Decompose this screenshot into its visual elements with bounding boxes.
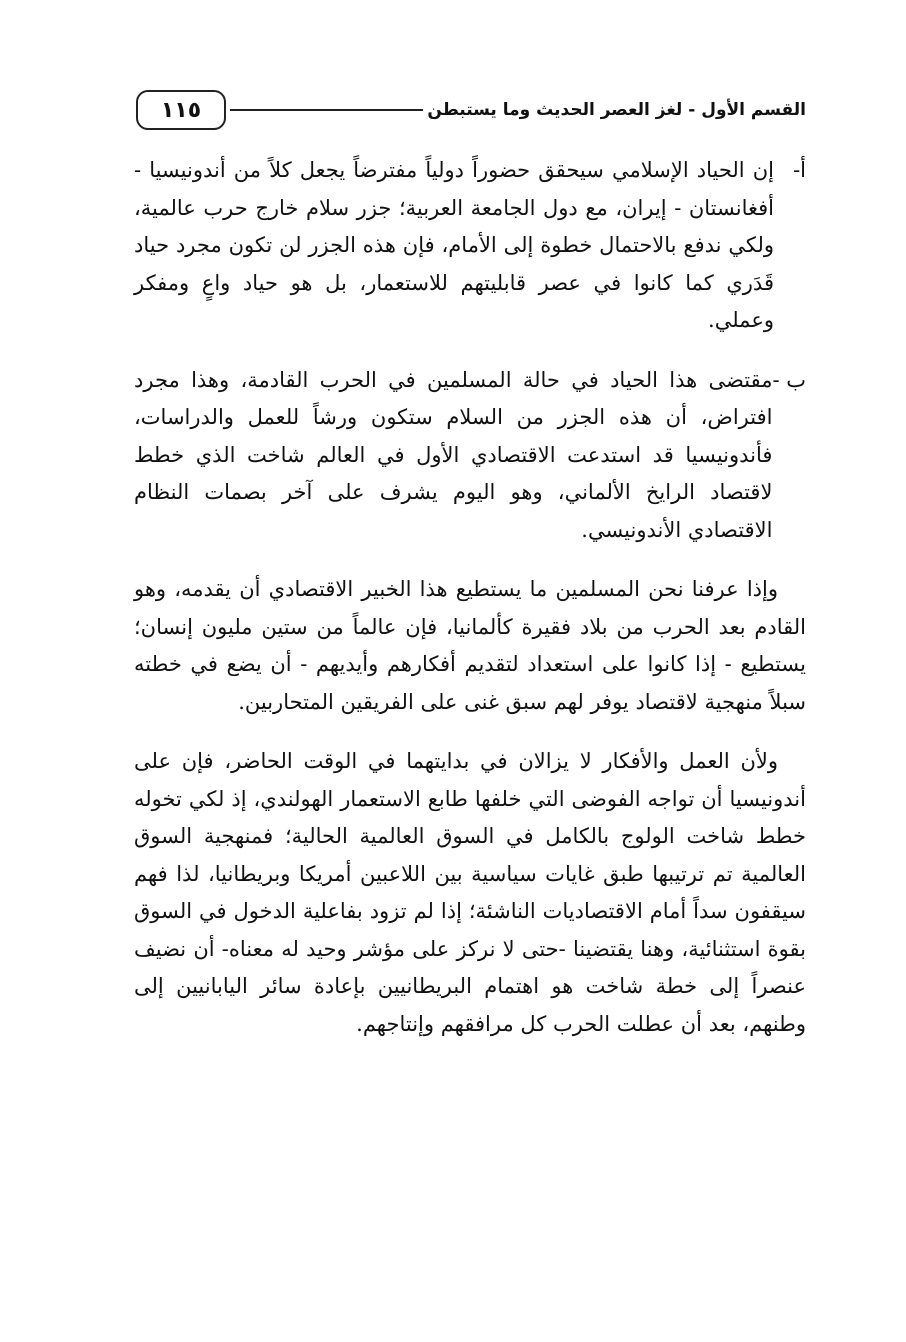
list-item-b xyxy=(134,362,806,550)
page-header xyxy=(136,88,806,132)
page-body xyxy=(134,152,806,1065)
list-marker: أ- xyxy=(793,158,806,182)
running-title: القسم الأول - لغز العصر الحديث وما يستبطن xyxy=(427,100,806,120)
page-number: ١١٥ xyxy=(136,90,226,130)
list-item-text: مقتضى هذا الحياد في حالة المسلمين في الحرب القادمة، وهذا مجرد افتراض، أن هذه الجزر من السلام ستكون ورشاً للعمل والدراسات، فأندونيسيا قد استدعت الاقتصادي الأول في العالم شاخت الذي خطط لاقتصاد الرايخ الألماني، وهو اليوم يشرف على آخر بصمات النظام الاقتصادي الأندونيسي. xyxy=(134,367,773,542)
paragraph: وإذا عرفنا نحن المسلمين ما يستطيع هذا الخبير الاقتصادي أن يقدمه، وهو القادم بعد الحرب من بلاد فقيرة كألمانيا، فإن عالماً من ستين مليون إنسان؛ يستطيع - إذا كانوا على استعداد لتقديم أفكارهم وأيديهم - أن يضع في خطته سبلاً منهجية لاقتصاد يوفر لهم سبق غنى على الفريقين المتحاربين. xyxy=(134,577,806,714)
list-item-a xyxy=(134,152,806,340)
list-marker: ب - xyxy=(772,367,806,392)
paragraph: ولأن العمل والأفكار لا يزالان في بدايتهما في الوقت الحاضر، فإن على أندونيسيا أن تواجه الفوضى التي خلفها طابع الاستعمار الهولندي، إذ لكي تخوله خطط شاخت الولوج بالكامل في السوق العالمية الحالية؛ فمنهجية السوق العالمية تم ترتيبها طبق غايات سياسية بين اللاعبين أمريكا وبريطانيا، لذا فهم سيقفون سداً أمام الاقتصاديات الناشئة؛ إذا لم تزود بفاعلية الدخول في السوق بقوة استثنائية، وهنا يقتضينا -حتى لا نركز على مؤشر وحيد له معناه- أن نضيف عنصراً إلى خطة شاخت هو اهتمام البريطانيين بإعادة سائر اليابانيين إلى وطنهم، بعد أن عطلت الحرب كل مرافقهم وإنتاجهم. xyxy=(134,749,806,1036)
list-item-text: إن الحياد الإسلامي سيحقق حضوراً دولياً مفترضاً يجعل كلاً من أندونيسيا - أفغانستان - إيران، مع دول الجامعة العربية؛ جزر سلام خارج حرب عالمية، ولكي ندفع بالاحتمال خطوة إلى الأمام، فإن هذه الجزر لن تكون مجرد حياد قَدَري كما كانوا في عصر قابليتهم للاستعمار، بل هو حياد واعٍ ومفكر وعملي. xyxy=(134,158,774,332)
header-rule xyxy=(230,109,423,111)
